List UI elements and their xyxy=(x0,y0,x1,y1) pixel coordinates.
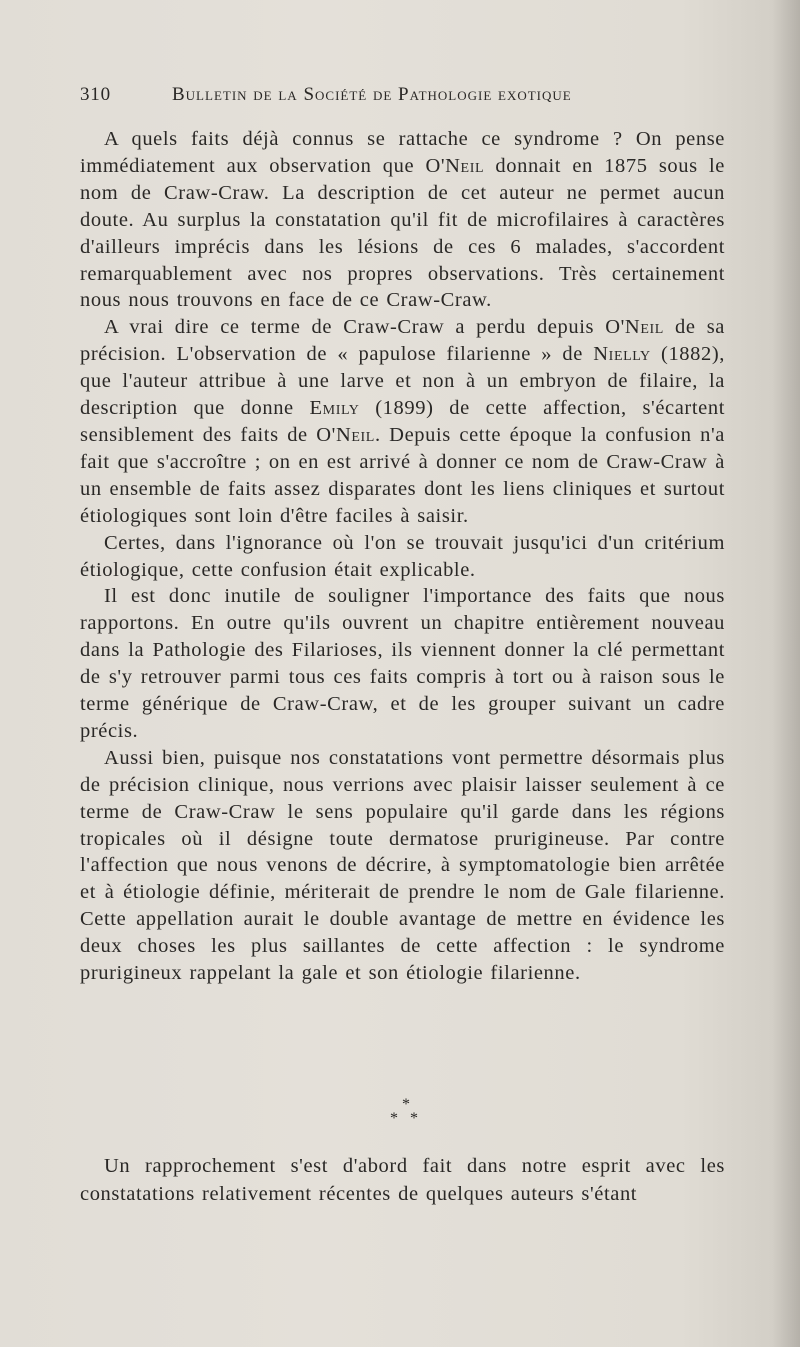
page-number: 310 xyxy=(80,84,111,105)
paragraph: Un rapprochement s'est d'abord fait dans notre esprit avec les constatations relativement récentes de quelques auteurs s'étant xyxy=(80,1155,725,1205)
main-text xyxy=(80,126,725,987)
text-run: (1899) de cette affection, s'écartent sensiblement des faits de xyxy=(80,397,725,446)
paragraph xyxy=(80,530,725,584)
author-name: O'Neil xyxy=(316,423,375,446)
running-title: Bulletin de la Société de Pathologie exotique xyxy=(172,84,572,105)
asterisk-bottom: * * xyxy=(390,1110,422,1127)
author-name: Emily xyxy=(309,397,360,420)
section-separator xyxy=(0,1098,800,1126)
author-name: O'Neil xyxy=(425,154,485,177)
running-header xyxy=(80,84,720,114)
text-run: Il est donc inutile de souligner l'importance des faits que nous rapportons. En outre qu'ils ouvrent un chapitre entièrement nouveau dans la Pathologie des Filarioses, ils viennent donner la clé permettant de s'y retrouver parmi tous ces faits compris à tort ou à raison sous le terme générique de Craw-Craw, et de les grouper suivant un cadre précis. xyxy=(80,585,725,742)
paragraph xyxy=(80,314,725,529)
text-run: de sa précision. L'observation de « papulose filarienne » de xyxy=(80,316,725,366)
text-run: (1882), que l'auteur attribue à une larve et non à un embryon de filaire, la description que donne xyxy=(80,343,725,420)
paragraph xyxy=(80,745,725,987)
text-run: Certes, dans l'ignorance où l'on se trouvait jusqu'ici d'un critérium étiologique, cette confusion était explicable. xyxy=(80,531,725,581)
continuation-text xyxy=(80,1152,725,1208)
text-run: . Depuis cette époque la confusion n'a fait que s'accroître ; on en est arrivé à donner ce nom de Craw-Craw à un ensemble de faits assez disparates dont les liens cliniques et surtout étiologiques sont loin d'être faciles à saisir. xyxy=(80,423,725,527)
asterisk-top: * xyxy=(402,1096,410,1113)
author-name: O'Neil xyxy=(605,316,664,339)
author-name: Nielly xyxy=(593,343,651,366)
text-run: donnait en 1875 sous le nom de Craw-Craw. La description de cet auteur ne permet aucun doute. Au surplus la constatation qu'il fit de microfilaires à caractères d'ailleurs imprécis dans les lésions de ces 6 malades, s'accordent remarquablement avec nos propres observations. Très certainement nous nous trouvons en face de ce Craw-Craw. xyxy=(80,154,725,312)
text-run: A vrai dire ce terme de Craw-Craw a perdu depuis xyxy=(104,316,606,339)
page-edge-shadow xyxy=(772,0,800,1347)
text-run: Aussi bien, puisque nos constatations vont permettre désormais plus de précision clinique, nous verrions avec plaisir laisser seulement à ce terme de Craw-Craw le sens populaire qu'il garde dans les régions tropicales où il désigne toute dermatose prurigineuse. Par contre l'affection que nous venons de décrire, à symptomatologie bien arrêtée et à étiologie définie, mériterait de prendre le nom de Gale filarienne. Cette appellation aurait le double avantage de mettre en évidence les deux choses les plus saillantes de cette affection : le syndrome prurigineux rappelant la gale et son étiologie filarienne. xyxy=(80,746,725,985)
text-run: A quels faits déjà connus se rattache ce syndrome ? On pense immédiatement aux observation que xyxy=(80,128,725,177)
paragraph xyxy=(80,583,725,744)
paragraph xyxy=(80,126,725,314)
